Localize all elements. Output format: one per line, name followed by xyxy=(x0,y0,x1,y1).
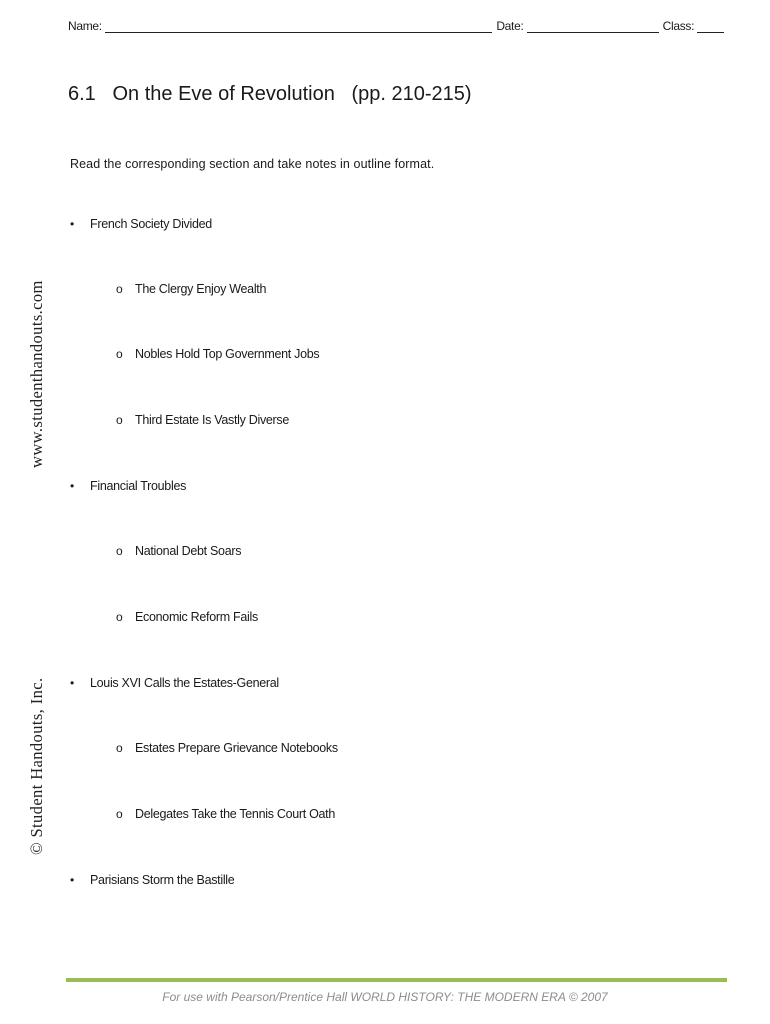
bullet-marker: • xyxy=(70,217,74,231)
sub-bullet-marker: o xyxy=(116,413,123,427)
sub-bullet-marker: o xyxy=(116,282,123,296)
sub-bullet-marker: o xyxy=(116,807,123,821)
outline-item xyxy=(70,217,212,231)
sub-bullet-marker: o xyxy=(116,610,123,624)
class-label: Class: xyxy=(662,19,695,33)
outline-item-text: Louis XVI Calls the Estates-General xyxy=(90,676,279,690)
sub-bullet-marker: o xyxy=(116,544,123,558)
outline-item-text: Delegates Take the Tennis Court Oath xyxy=(135,807,335,821)
outline-item-text: National Debt Soars xyxy=(135,544,242,558)
outline-item-text: Financial Troubles xyxy=(90,479,187,493)
outline-item xyxy=(116,282,266,296)
outline-item xyxy=(116,807,335,821)
outline-item-text: Parisians Storm the Bastille xyxy=(90,873,235,887)
outline-item-text: Third Estate Is Vastly Diverse xyxy=(135,413,290,427)
bullet-marker: • xyxy=(70,479,74,493)
outline-item xyxy=(116,610,258,624)
bullet-marker: • xyxy=(70,676,74,690)
outline-item xyxy=(70,873,234,887)
name-label: Name: xyxy=(68,19,102,33)
outline-item xyxy=(70,479,186,493)
copyright-side-label: © Student Handouts, Inc. xyxy=(27,677,46,855)
instructions: Read the corresponding section and take notes in outline format. xyxy=(70,157,435,171)
outline-item xyxy=(116,741,338,755)
outline-item-text: Estates Prepare Grievance Notebooks xyxy=(135,741,338,755)
outline-item xyxy=(116,413,289,427)
outline-item xyxy=(116,544,241,558)
sub-bullet-marker: o xyxy=(116,741,123,755)
date-label: Date: xyxy=(496,19,524,33)
outline-item-text: French Society Divided xyxy=(90,217,212,231)
outline-item-text: The Clergy Enjoy Wealth xyxy=(135,282,267,296)
outline-item xyxy=(70,676,279,690)
outline-item-text: Economic Reform Fails xyxy=(135,610,258,624)
footer-credit: For use with Pearson/Prentice Hall WORLD HISTORY: THE MODERN ERA © 2007 xyxy=(162,990,608,1004)
bullet-marker: • xyxy=(70,873,74,887)
sub-bullet-marker: o xyxy=(116,347,123,361)
page-title: 6.1 On the Eve of Revolution (pp. 210-215) xyxy=(68,83,472,105)
outline-item xyxy=(116,347,319,361)
website-side-label: www.studenthandouts.com xyxy=(27,280,46,468)
footer-divider xyxy=(66,978,727,982)
outline-item-text: Nobles Hold Top Government Jobs xyxy=(135,347,320,361)
